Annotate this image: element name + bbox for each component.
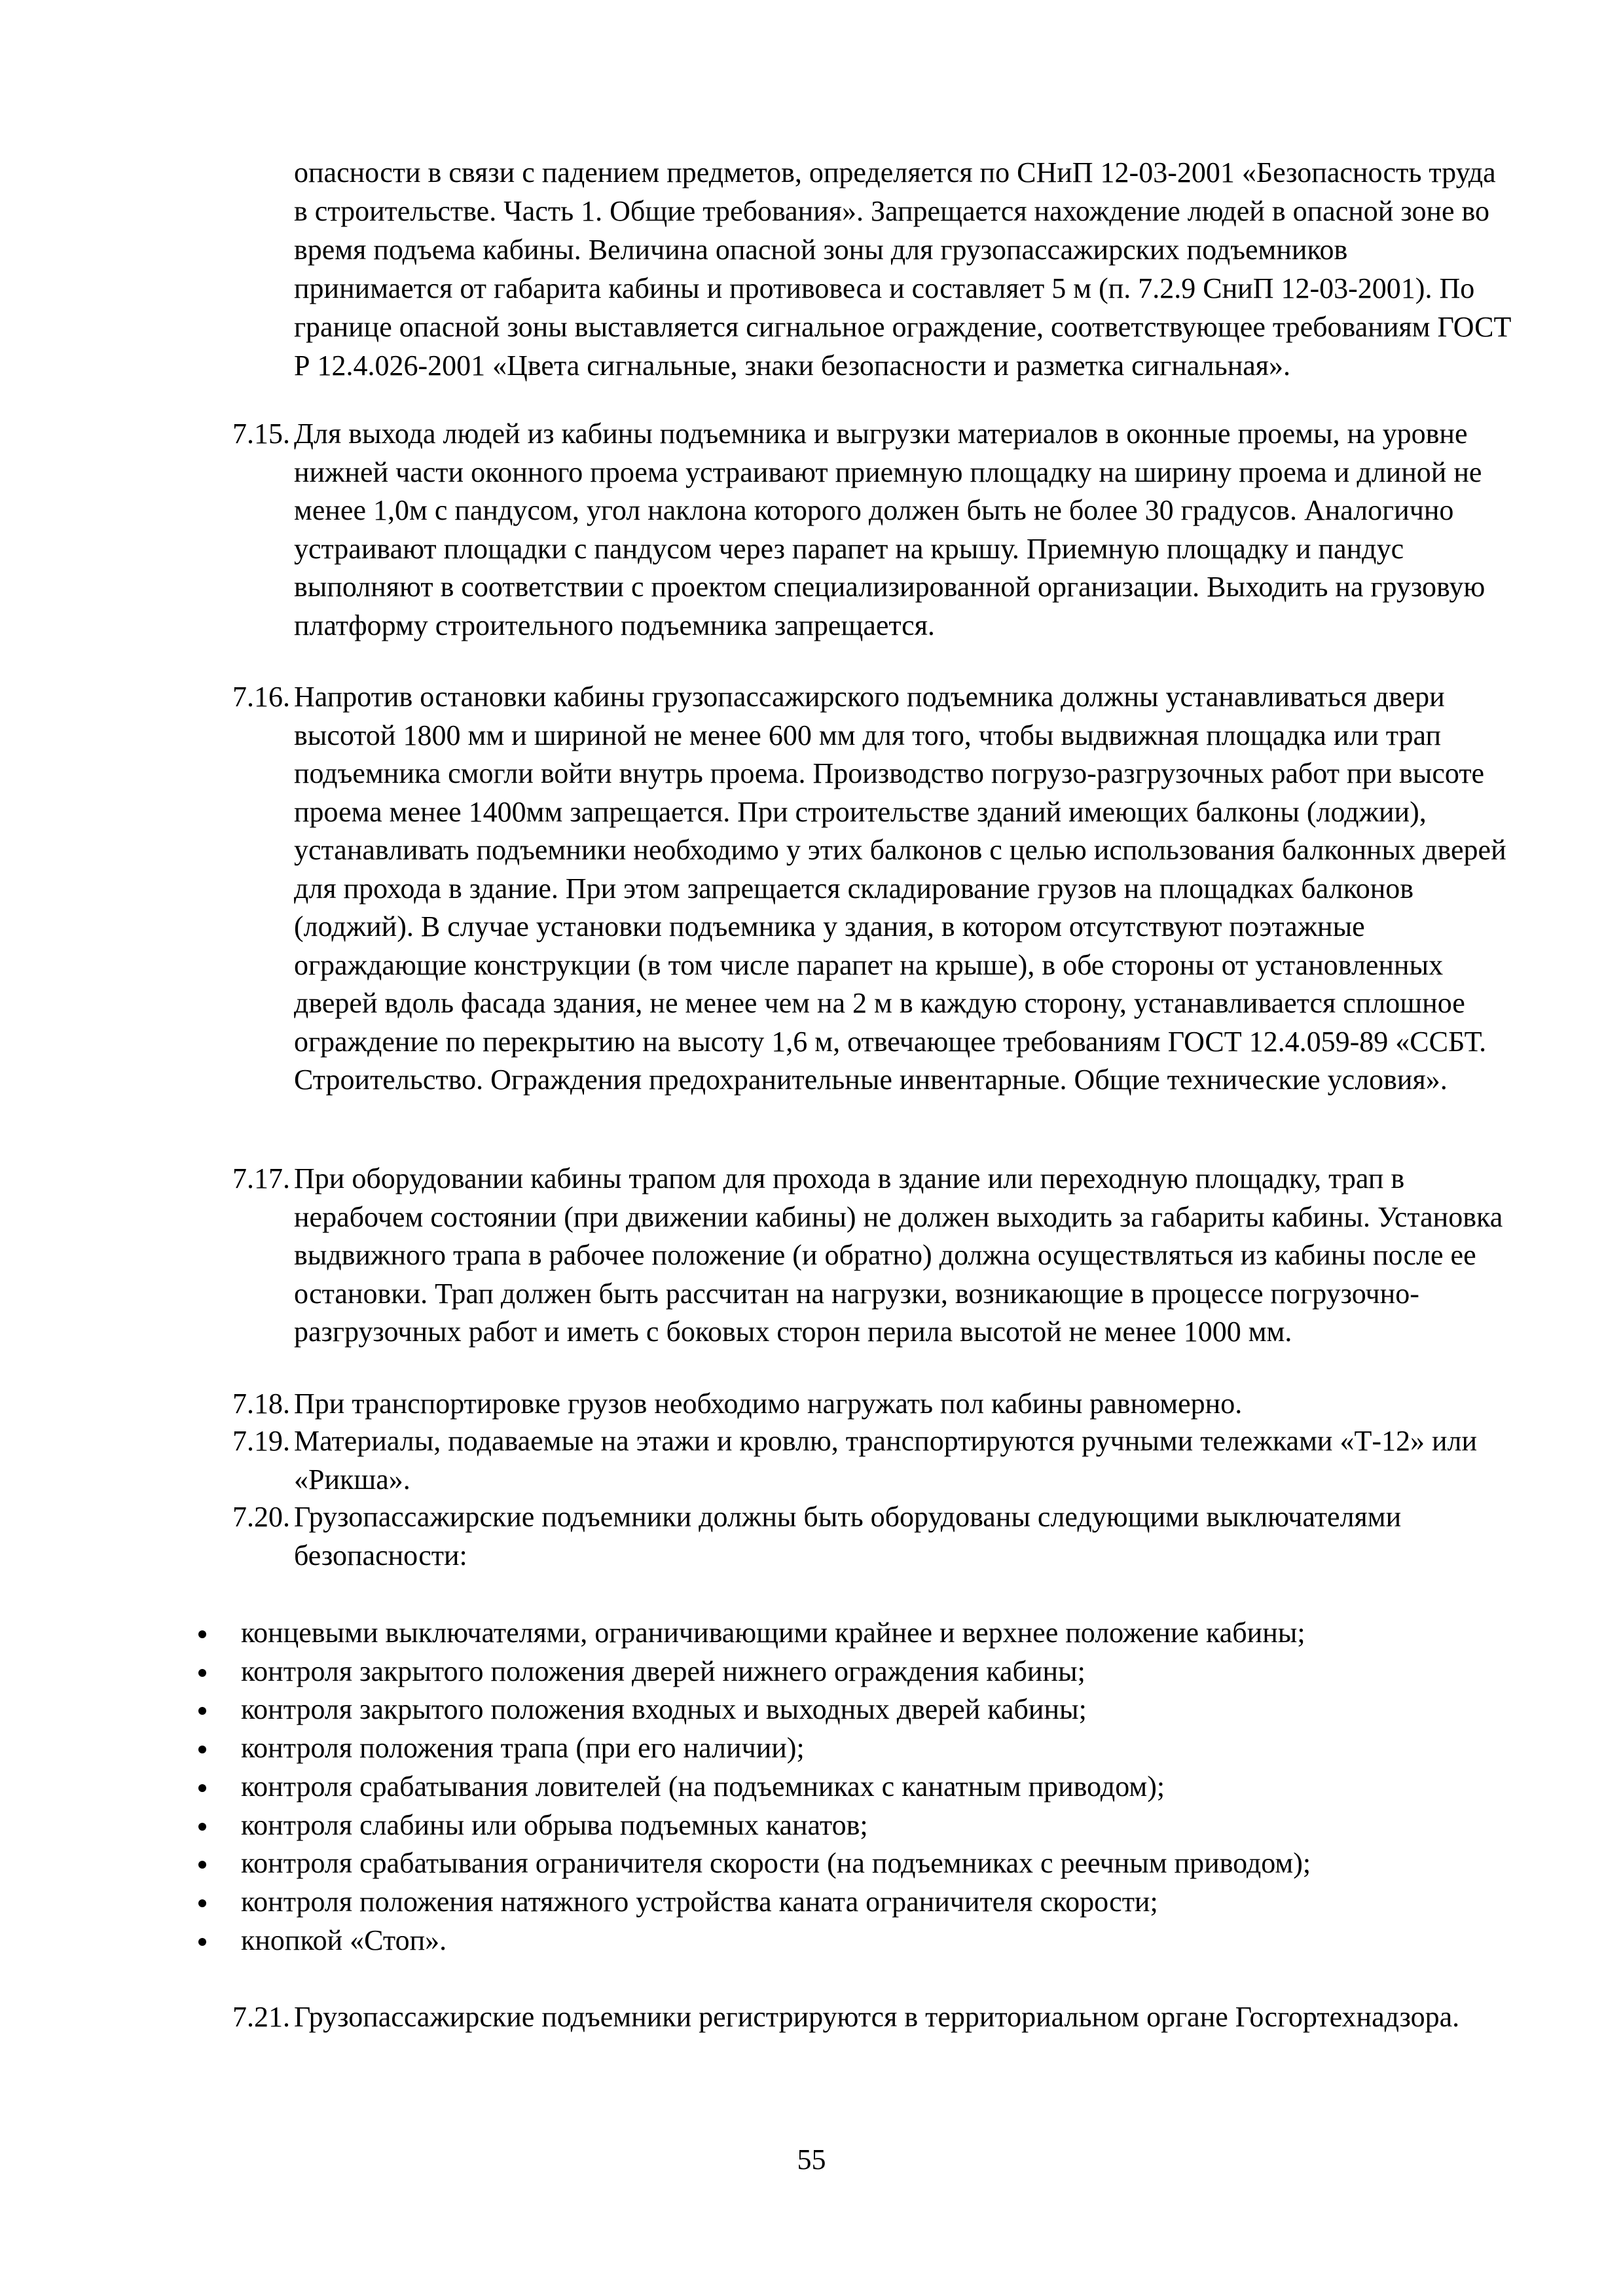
list-item: контроля срабатывания ловителей (на подъемниках с канатным приводом); xyxy=(190,1768,1532,1806)
clause-number: 7.15. xyxy=(232,418,290,450)
clause-7-19 xyxy=(232,1422,1512,1499)
clause-text: Грузопассажирские подъемники должны быть оборудованы следующими выключателями безопасности: xyxy=(294,1501,1402,1571)
bullet-icon xyxy=(198,1707,206,1715)
list-item: кнопкой «Стоп». xyxy=(190,1922,1532,1960)
clause-number: 7.19. xyxy=(232,1425,290,1457)
clause-text: Напротив остановки кабины грузопассажирского подъемника должны устанавливаться двери высотой 1800 мм и шириной не менее 600 мм для того, чтобы выдвижная площадка или трап подъемника смогли войти внутрь проема. Производство погрузо-разгрузочных работ при высоте проема менее 1400мм запрещается. При строительстве зданий имеющих балконы (лоджии), устанавливать подъемники необходимо у этих балконов с целью использования балконных дверей для прохода в здание. При этом запрещается складирование грузов на площадках балконов (лоджий). В случае установки подъемника у здания, в котором отсутствуют поэтажные ограждающие конструкции (в том числе парапет на крыше), в обе стороны от установленных дверей вдоль фасада здания, не менее чем на 2 м в каждую сторону, устанавливается сплошное ограждение по перекрытию на высоту 1,6 м, отвечающее требованиям ГОСТ 12.4.059-89 «ССБТ. Строительство. Ограждения предохранительные инвентарные. Общие технические условия». xyxy=(294,681,1506,1096)
clause-text: При транспортировке грузов необходимо нагружать пол кабины равномерно. xyxy=(294,1388,1243,1420)
intro-paragraph xyxy=(294,153,1512,385)
clause-number: 7.21. xyxy=(232,2001,290,2033)
clause-text: Для выхода людей из кабины подъемника и выгрузки материалов в оконные проемы, на уровне нижней части оконного проема устраивают приемную площадку на ширину проема и длиной не менее 1,0м с пандусом, угол наклона которого должен быть не более 30 градусов. Аналогично устраивают площадки с пандусом через парапет на крышу. Приемную площадку и пандус выполняют в соответствии с проектом специализированной организации. Выходить на грузовую платформу строительного подъемника запрещается. xyxy=(294,418,1486,641)
list-item: контроля закрытого положения дверей нижнего ограждения кабины; xyxy=(190,1653,1532,1691)
bullet-icon xyxy=(198,1938,206,1946)
bullet-icon xyxy=(198,1823,206,1831)
clause-7-21 xyxy=(232,1998,1512,2037)
intro-text: опасности в связи с падением предметов, определяется по СНиП 12-03-2001 «Безопасность труда в строительстве. Часть 1. Общие требования». Запрещается нахождение людей в опасной зоне во время подъема кабины. Величина опасной зоны для грузопассажирских подъемников принимается от габарита кабины и противовеса и составляет 5 м (п. 7.2.9 СниП 12-03-2001). По границе опасной зоны выставляется сигнальное ограждение, соответствующее требованиям ГОСТ Р 12.4.026-2001 «Цвета сигнальные, знаки безопасности и разметка сигнальная». xyxy=(294,156,1512,382)
bullet-icon xyxy=(198,1669,206,1677)
list-item: контроля положения трапа (при его наличии); xyxy=(190,1729,1532,1768)
clause-7-17 xyxy=(232,1160,1512,1352)
bullet-icon xyxy=(198,1784,206,1792)
clause-number: 7.17. xyxy=(232,1162,290,1194)
list-item: контроля слабины или обрыва подъемных канатов; xyxy=(190,1806,1532,1845)
bullet-icon xyxy=(198,1746,206,1753)
clause-number: 7.18. xyxy=(232,1388,290,1420)
page-number: 55 xyxy=(797,2144,826,2176)
list-item: контроля положения натяжного устройства каната ограничителя скорости; xyxy=(190,1883,1532,1922)
list-item: контроля срабатывания ограничителя скорости (на подъемниках с реечным приводом); xyxy=(190,1844,1532,1883)
clause-text: При оборудовании кабины трапом для прохода в здание или переходную площадку, трап в нерабочем состоянии (при движении кабины) не должен выходить за габариты кабины. Установка выдвижного трапа в рабочее положение (и обратно) должна осуществляться из кабины после ее остановки. Трап должен быть рассчитан на нагрузки, возникающие в процессе погрузочно-разгрузочных работ и иметь с боковых сторон перила высотой не менее 1000 мм. xyxy=(294,1162,1503,1348)
list-item: концевыми выключателями, ограничивающими крайнее и верхнее положение кабины; xyxy=(190,1614,1532,1653)
clause-7-15 xyxy=(232,415,1512,645)
bullet-icon xyxy=(198,1630,206,1638)
clause-number: 7.20. xyxy=(232,1501,290,1533)
bullet-icon xyxy=(198,1861,206,1869)
clause-number: 7.16. xyxy=(232,681,290,713)
clause-7-16 xyxy=(232,678,1512,1100)
bullet-icon xyxy=(198,1899,206,1907)
clause-text: Грузопассажирские подъемники регистрируются в территориальном органе Госгортехнадзора. xyxy=(294,2001,1460,2033)
safety-switch-list xyxy=(190,1614,1532,1960)
clause-7-18 xyxy=(232,1385,1512,1424)
clause-text: Материалы, подаваемые на этажи и кровлю, транспортируются ручными тележками «Т-12» или «Рикша». xyxy=(294,1425,1478,1496)
clause-7-20 xyxy=(232,1498,1512,1575)
list-item: контроля закрытого положения входных и выходных дверей кабины; xyxy=(190,1691,1532,1729)
